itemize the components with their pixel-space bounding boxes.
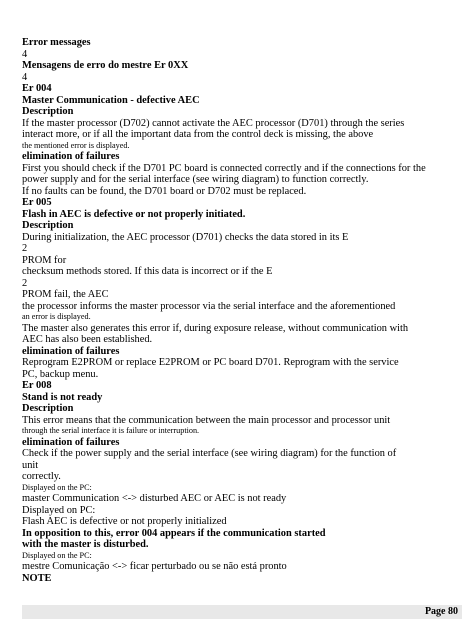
heading-line: Er 008: [22, 380, 52, 391]
text-line: Displayed on PC:: [22, 504, 96, 516]
small-text-line: the mentioned error is displayed.: [22, 140, 130, 150]
heading-line: elimination of failures: [22, 151, 120, 162]
page-number: Page 80: [424, 606, 458, 617]
heading-line: Flash in AEC is defective or not properly initiated.: [22, 208, 246, 220]
text-line: master Communication <-> disturbed AEC or AEC is not ready: [22, 493, 287, 504]
text-line: mestre Comunicação <-> ficar perturbado ou se não está pronto: [22, 561, 287, 572]
text-line: Flash AEC is defective or not properly initialized: [22, 516, 227, 527]
page-footer: [22, 605, 462, 619]
heading-line: elimination of failures: [22, 345, 120, 357]
text-line: 2: [22, 243, 28, 254]
heading-line: Description: [22, 106, 74, 117]
text-line: If no faults can be found, the D701 board or D702 must be replaced.: [22, 185, 307, 197]
text-line: First you should check if the D701 PC board is connected correctly and if the connections for the: [22, 162, 426, 174]
document-body: [22, 37, 462, 584]
text-line: correctly.: [22, 471, 61, 482]
small-text-line: an error is displayed.: [22, 312, 91, 321]
heading-line: In opposition to this, error 004 appears if the communication started: [22, 527, 326, 539]
text-line: Reprogram E2PROM or replace E2PROM or PC board D701. Reprogram with the service: [22, 357, 399, 368]
text-line: PC, backup menu.: [22, 368, 99, 380]
text-line: 2: [22, 277, 28, 289]
heading-line: Er 004: [22, 83, 52, 94]
small-text-line: through the serial interface it is failure or interruption.: [22, 426, 200, 435]
text-line: 4: [22, 48, 28, 60]
text-line: the processor informs the master processor via the serial interface and the aforementioned: [22, 300, 396, 312]
small-text-line: Displayed on the PC:: [22, 482, 92, 492]
heading-line: Er 005: [22, 197, 52, 208]
text-line: During initialization, the AEC processor (D701) checks the data stored in its E: [22, 231, 349, 243]
heading-line: Description: [22, 403, 74, 414]
text-line: power supply and for the serial interface (see wiring diagram) to function correctly.: [22, 174, 369, 185]
heading-line: Error messages: [22, 37, 91, 48]
text-line: Check if the power supply and the serial interface (see wiring diagram) for the function of: [22, 448, 397, 459]
text-line: 4: [22, 71, 28, 83]
text-line: This error means that the communication between the main processor and processor unit: [22, 414, 391, 426]
heading-line: elimination of failures: [22, 436, 120, 448]
heading-line: Description: [22, 220, 74, 231]
heading-line: Stand is not ready: [22, 391, 103, 403]
small-text-line: Displayed on the PC:: [22, 550, 92, 560]
text-line: The master also generates this error if, during exposure release, without communication with: [22, 322, 409, 334]
heading-line: Mensagens de erro do mestre Er 0XX: [22, 60, 189, 71]
text-line: checksum methods stored. If this data is incorrect or if the E: [22, 266, 273, 277]
text-line: If the master processor (D702) cannot activate the AEC processor (D701) through the series: [22, 117, 405, 129]
heading-line: with the master is disturbed.: [22, 539, 149, 550]
text-line: PROM fail, the AEC: [22, 289, 109, 300]
text-line: unit: [22, 459, 39, 471]
heading-line: NOTE: [22, 572, 52, 584]
heading-line: Master Communication - defective AEC: [22, 94, 200, 106]
text-line: AEC has also been established.: [22, 334, 153, 345]
text-line: interact more, or if all the important data from the control deck is missing, the above: [22, 129, 374, 140]
text-line: PROM for: [22, 254, 67, 266]
